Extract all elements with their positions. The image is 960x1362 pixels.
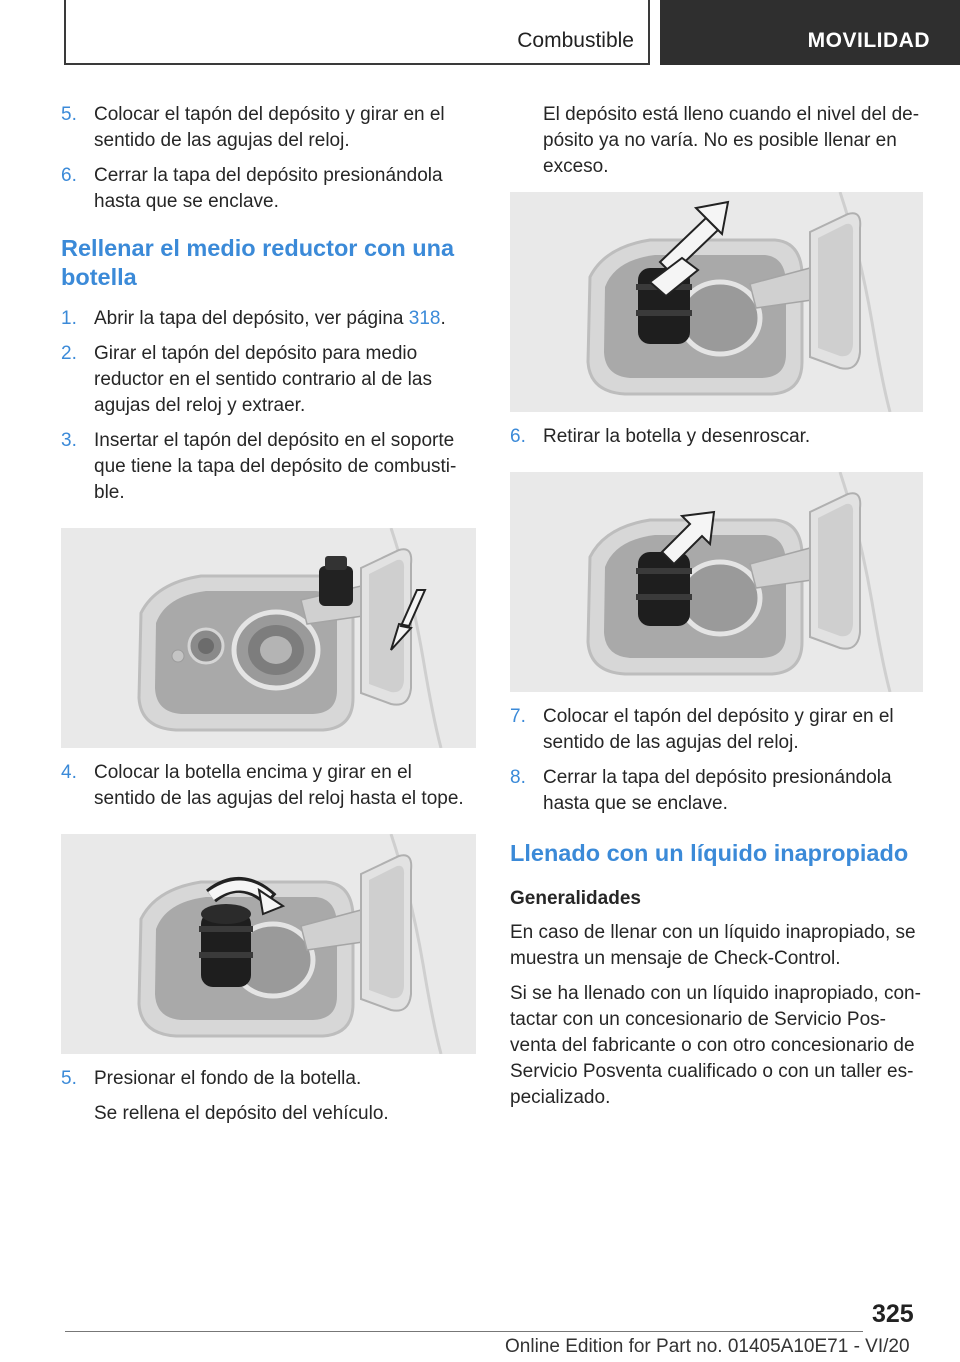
step-note: Se rellena el depósito del vehículo. — [94, 1103, 389, 1124]
section-heading: Llenado con un líquido inapropiado — [510, 840, 909, 866]
step-item — [61, 428, 476, 506]
step-number: 2. — [61, 343, 77, 364]
bottle-press-illustration — [510, 192, 923, 412]
bottle-rotate-illustration — [61, 834, 476, 1054]
step-text: Colocar el tapón del depósito y girar en el sentido de las agujas del reloj. — [94, 104, 445, 151]
step-text — [94, 306, 476, 332]
step-number: 7. — [510, 706, 526, 727]
step-item — [510, 424, 923, 450]
step-text: Retirar la botella y desenroscar. — [543, 426, 811, 447]
step-number: 6. — [510, 426, 526, 447]
illustration-bottle-rotate — [61, 834, 476, 1054]
step-text: Colocar el tapón del depósito y girar en el sentido de las agujas del reloj. — [543, 706, 894, 753]
step-text: Cerrar la tapa del depósito presionándola hasta que se enclave. — [94, 165, 443, 212]
chapter-tab — [660, 0, 960, 65]
illustration-bottle-press — [510, 192, 923, 412]
illustration-bottle-remove — [510, 472, 923, 692]
step-item — [61, 341, 476, 419]
section-tab — [64, 0, 650, 65]
step-text: Cerrar la tapa del depósito presionándola hasta que se enclave. — [543, 767, 892, 814]
step-item — [61, 306, 476, 332]
step-number: 5. — [61, 104, 77, 125]
subsection-heading: Generalidades — [510, 888, 641, 909]
fill-note: El depósito está lleno cuando el nivel del depósito ya no varía. No es posible llenar en exceso. — [543, 104, 920, 177]
page-link[interactable]: 318 — [408, 308, 441, 329]
step-text-part: Abrir la tapa del depósito, ver página — [94, 308, 409, 329]
step-item — [510, 765, 923, 817]
paragraph: En caso de llenar con un líquido inapropiado, se muestra un mensaje de Check-Control. — [510, 922, 916, 969]
fuel-flap-illustration — [61, 528, 476, 748]
step-item — [510, 704, 923, 756]
left-column — [61, 102, 476, 1136]
bottle-remove-illustration — [510, 472, 923, 692]
page-number: 325 — [872, 1300, 914, 1328]
footer-divider — [65, 1331, 863, 1332]
step-number: 5. — [61, 1068, 77, 1089]
step-item — [61, 1066, 476, 1092]
paragraph: Si se ha llenado con un líquido inapropiado, contactar con un concesionario de Servicio Posventa del fabricante o con otro concesionario de Servicio Posventa cualificado o con un taller especializado. — [510, 983, 921, 1108]
step-text: Girar el tapón del depósito para medio reductor en el sentido contrario al de las agujas del reloj y extraer. — [94, 343, 432, 416]
step-text: Insertar el tapón del depósito en el soporte que tiene la tapa del depósito de combustible. — [94, 430, 457, 503]
step-text: Presionar el fondo de la botella. — [94, 1068, 362, 1089]
step-number: 4. — [61, 762, 77, 783]
page-header — [64, 0, 960, 65]
section-heading: Rellenar el medio reductor con una botella — [61, 235, 455, 290]
step-text-part: . — [440, 308, 446, 329]
step-number: 6. — [61, 165, 77, 186]
edition-footer: Online Edition for Part no. 01405A10E71 - VI/20 — [505, 1336, 910, 1357]
step-number: 3. — [61, 430, 77, 451]
right-column — [510, 102, 923, 1120]
step-item — [61, 163, 476, 215]
step-number: 1. — [61, 308, 77, 329]
step-item — [61, 102, 476, 154]
step-item — [61, 760, 476, 812]
chapter-title: MOVILIDAD — [807, 29, 930, 52]
step-number: 8. — [510, 767, 526, 788]
section-title: Combustible — [517, 29, 634, 52]
step-text: Colocar la botella encima y girar en el sentido de las agujas del reloj hasta el tope. — [94, 762, 464, 809]
illustration-cap-in-holder — [61, 528, 476, 748]
